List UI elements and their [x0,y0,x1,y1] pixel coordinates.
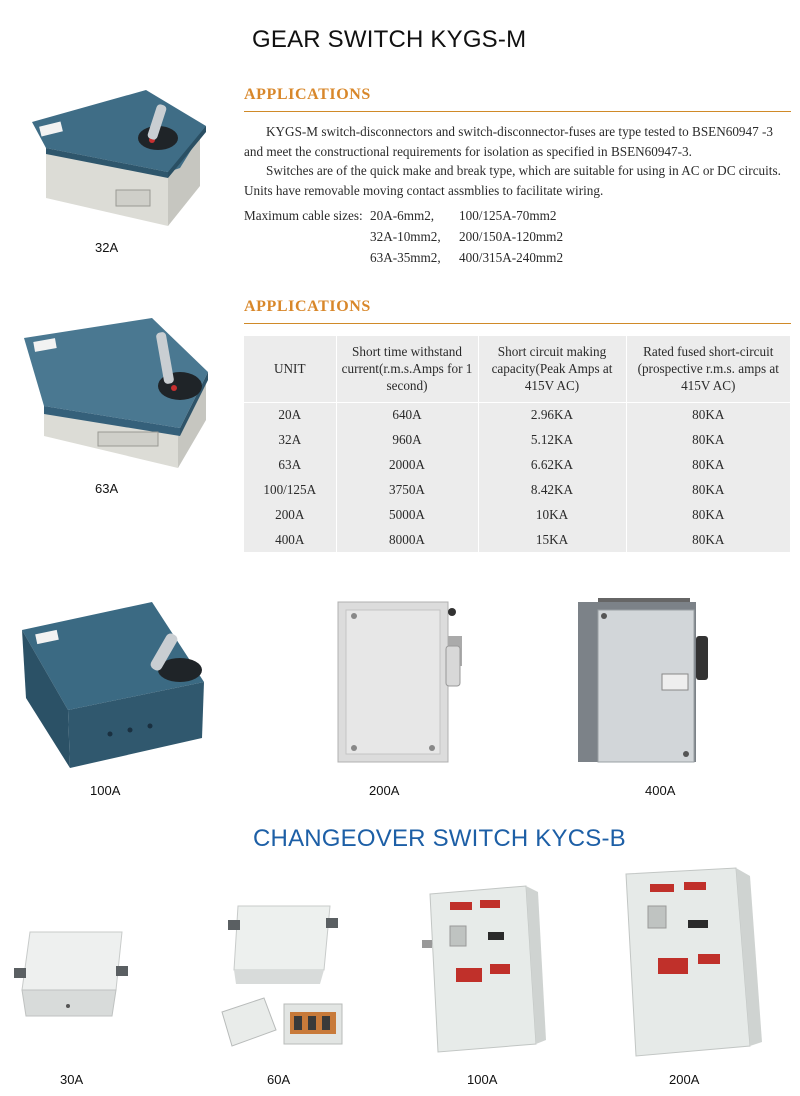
table-cell: 2000A [336,452,478,477]
table-cell: 200A [275,506,305,522]
table-header-row [244,336,790,402]
table-header: UNIT [244,336,336,402]
applications-heading [244,298,791,324]
table-row [244,402,790,427]
cable-size: 63A-35mm2, [370,250,441,265]
table-cell: 20A [278,406,302,422]
table-cell: 10KA [478,502,626,527]
description-paragraph-2: Switches are of the quick make and break type, which are suitable for using in AC or DC circuits. Units have removable moving contact assmblies to facilitate wiring. [244,163,781,198]
product-caption: 60A [267,1072,291,1087]
table-cell: 5.12KA [478,427,626,452]
table-row [244,452,790,477]
gear-switch-63a-image [20,312,212,470]
product-caption: 32A [95,240,119,255]
table-cell: 3750A [336,477,478,502]
applications-heading-text: APPLICATIONS [244,298,371,315]
cable-size: 200/150A-120mm2 [459,229,564,244]
table-cell: 80KA [626,452,790,477]
product-caption: 63A [95,481,119,496]
table-header: Short circuit making capacity(Peak Amps at 415V AC) [478,336,626,402]
table-header: Rated fused short-circuit (prospective r.m.s. amps at 415V AC) [626,336,790,402]
changeover-100a-image [420,884,548,1054]
applications-heading [244,86,791,112]
product-caption: 100A [90,783,121,798]
table-row [244,427,790,452]
table-cell: 960A [336,427,478,452]
changeover-30a-image [12,930,130,1022]
description [244,122,792,200]
section-title: CHANGEOVER SWITCH KYCS-B [253,825,626,852]
table-cell: 15KA [478,527,626,552]
gear-switch-100a-image [18,598,208,770]
table-cell: 5000A [336,502,478,527]
table-cell: 80KA [626,402,790,427]
table-cell: 2.96KA [478,402,626,427]
table-cell: 8.42KA [478,477,626,502]
table-row [244,527,790,552]
gear-switch-32a-image [28,86,210,226]
gear-switch-400a-image [576,596,710,768]
applications-heading-text: APPLICATIONS [244,86,371,103]
cable-sizes-label: Maximum cable sizes: [244,208,363,223]
table-cell: 400A [275,531,305,547]
cable-size: 100/125A-70mm2 [459,208,557,223]
table-row [244,477,790,502]
table-header: Short time withstand current(r.m.s.Amps for 1 second) [336,336,478,402]
changeover-60a-image [218,900,346,1058]
table-cell: 80KA [626,502,790,527]
spec-table [244,336,790,552]
description-paragraph-1: KYGS-M switch-disconnectors and switch-disconnector-fuses are type tested to BSEN60947 -3 and meet the constructional requirements for isolation as specified in BSEN60947-3. [244,124,773,159]
cable-size: 32A-10mm2, [370,229,441,244]
product-caption: 100A [467,1072,498,1087]
table-cell: 63A [278,456,302,472]
product-caption: 400A [645,783,676,798]
table-cell: 6.62KA [478,452,626,477]
changeover-200a-image [618,866,766,1060]
page-title: GEAR SWITCH KYGS-M [252,26,527,53]
table-cell: 80KA [626,527,790,552]
table-cell: 640A [336,402,478,427]
table-row [244,502,790,527]
product-caption: 200A [669,1072,700,1087]
table-cell: 100/125A [263,481,317,497]
gear-switch-200a-image [336,596,468,764]
cable-size: 400/315A-240mm2 [459,250,564,265]
product-caption: 30A [60,1072,84,1087]
cable-size: 20A-6mm2, [370,208,435,223]
table-cell: 8000A [336,527,478,552]
table-cell: 80KA [626,477,790,502]
table-cell: 32A [278,431,302,447]
product-caption: 200A [369,783,400,798]
table-cell: 80KA [626,427,790,452]
